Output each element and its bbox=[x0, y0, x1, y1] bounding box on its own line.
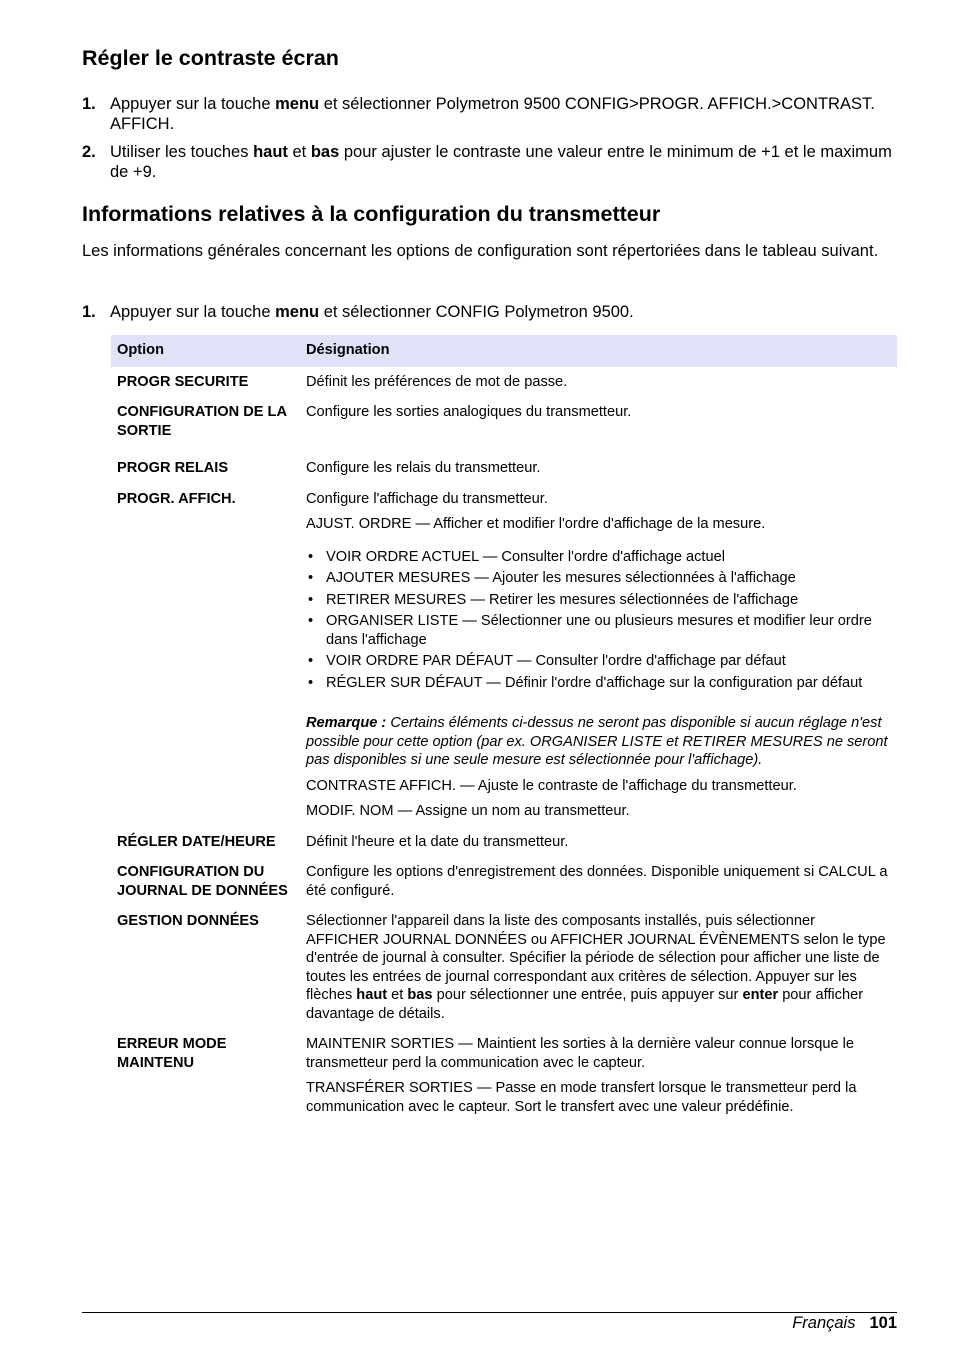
step-text: et sélectionner Polymetron 9500 CONFIG>PROGR. AFFICH.>CONTRAST. AFFICH. bbox=[110, 95, 875, 133]
footer-language: Français bbox=[792, 1314, 856, 1332]
note bbox=[306, 714, 891, 770]
table-row bbox=[111, 827, 897, 858]
description-cell: Définit l'heure et la date du transmetteur. bbox=[306, 833, 569, 850]
step-number: 2. bbox=[82, 143, 96, 161]
list-item: • VOIR ORDRE PAR DÉFAUT — Consulter l'ordre d'affichage par défaut bbox=[306, 652, 891, 671]
description-text: AJUST. ORDRE — Afficher et modifier l'ordre d'affichage de la mesure. bbox=[306, 516, 766, 532]
description-cell: Sélectionner l'appareil dans la liste des composants installés, puis sélectionner AFFICHER JOURNAL DONNÉES ou AFFICHER JOURNAL ÉVÈNEMENTS selon le type d'entrée de journal à consulter. Spécifier la période de sélection pour afficher une liste de toutes les entrées de journal correspondant aux critères de sélection. Appuyer sur les flèches haut et bas pour sélectionner une entrée, puis appuyer sur enter pour afficher davantage de détails. bbox=[306, 913, 886, 1022]
description-cell bbox=[300, 484, 897, 827]
config-step-1 bbox=[82, 302, 897, 322]
table-row bbox=[111, 857, 897, 906]
step-number: 1. bbox=[82, 303, 96, 321]
table-row bbox=[111, 484, 897, 827]
column-header-option: Option bbox=[111, 335, 300, 367]
table-row bbox=[111, 906, 897, 1029]
description-text: TRANSFÉRER SORTIES — Passe en mode transfert lorsque le transmetteur perd la communication avec le capteur. Sort le transfert avec une valeur prédéfinie. bbox=[306, 1080, 857, 1115]
option-cell: CONFIGURATION DU JOURNAL DE DONNÉES bbox=[117, 864, 288, 899]
list-item: • RETIRER MESURES — Retirer les mesures sélectionnées de l'affichage bbox=[306, 591, 891, 610]
bullet-list bbox=[306, 548, 891, 693]
step-text: Appuyer sur la touche bbox=[110, 303, 276, 321]
step-text: Appuyer sur la touche bbox=[110, 95, 276, 113]
key-menu: menu bbox=[275, 303, 320, 321]
contrast-step-1 bbox=[82, 94, 897, 134]
contrast-step-2 bbox=[82, 142, 897, 182]
description-text: CONTRASTE AFFICH. — Ajuste le contraste de l'affichage du transmetteur. bbox=[306, 777, 797, 794]
footer-rule bbox=[82, 1312, 897, 1313]
option-cell: RÉGLER DATE/HEURE bbox=[117, 833, 276, 850]
section-heading-configuration: Informations relatives à la configuration du transmetteur bbox=[82, 202, 661, 226]
option-cell: CONFIGURATION DE LA SORTIE bbox=[117, 404, 287, 439]
table-row bbox=[111, 397, 897, 446]
option-cell: PROGR RELAIS bbox=[117, 460, 229, 476]
page-footer bbox=[792, 1313, 897, 1333]
option-cell: ERREUR MODE MAINTENU bbox=[117, 1036, 227, 1071]
table-row bbox=[111, 367, 897, 398]
list-item: • RÉGLER SUR DÉFAUT — Définir l'ordre d'affichage sur la configuration par défaut bbox=[306, 674, 891, 693]
step-text: et sélectionner CONFIG Polymetron 9500. bbox=[319, 303, 634, 321]
step-text: et bbox=[287, 143, 311, 161]
description-cell: Configure les options d'enregistrement des données. Disponible uniquement si CALCUL a été configuré. bbox=[306, 864, 888, 899]
table-row bbox=[111, 446, 897, 484]
note-text: Certains éléments ci-dessus ne seront pas disponible si aucun réglage n'est possible pour cette option (par ex. ORGANISER LISTE et RETIRER MESURES ne seront pas disponibles si une seule mesure est sélectionnée pour l'affichage). bbox=[306, 715, 888, 768]
description-cell bbox=[300, 1029, 897, 1122]
description-cell: Définit les préférences de mot de passe. bbox=[306, 373, 568, 390]
key-bas: bas bbox=[310, 143, 340, 161]
description-text: MODIF. NOM — Assigne un nom au transmetteur. bbox=[306, 803, 630, 819]
step-number: 1. bbox=[82, 95, 96, 113]
table-header-row bbox=[111, 335, 897, 367]
option-cell: GESTION DONNÉES bbox=[117, 913, 259, 929]
section-heading-contrast: Régler le contraste écran bbox=[82, 46, 339, 70]
option-cell: PROGR SECURITE bbox=[117, 373, 249, 390]
step-text: pour ajuster le contraste une valeur entre le minimum de +1 et le maximum de +9. bbox=[110, 143, 892, 181]
description-cell: Configure les sorties analogiques du transmetteur. bbox=[306, 404, 632, 420]
key-menu: menu bbox=[275, 95, 320, 113]
description-cell: Configure les relais du transmetteur. bbox=[306, 460, 541, 476]
column-header-designation: Désignation bbox=[300, 335, 897, 367]
options-table bbox=[111, 335, 897, 1122]
page-number: 101 bbox=[869, 1314, 897, 1332]
step-text: Utiliser les touches bbox=[110, 143, 254, 161]
description-text: MAINTENIR SORTIES — Maintient les sorties à la dernière valeur connue lorsque le transmetteur perd la communication avec le capteur. bbox=[306, 1036, 855, 1071]
table-row bbox=[111, 1029, 897, 1122]
list-item: • VOIR ORDRE ACTUEL — Consulter l'ordre d'affichage actuel bbox=[306, 548, 891, 567]
note-label: Remarque : bbox=[306, 715, 387, 731]
option-cell: PROGR. AFFICH. bbox=[117, 490, 236, 507]
list-item: • ORGANISER LISTE — Sélectionner une ou plusieurs mesures et modifier leur ordre dans l'affichage bbox=[306, 612, 891, 649]
description-text: Configure l'affichage du transmetteur. bbox=[306, 490, 548, 507]
list-item: • AJOUTER MESURES — Ajouter les mesures sélectionnées à l'affichage bbox=[306, 569, 891, 588]
intro-paragraph: Les informations générales concernant les options de configuration sont répertoriées dans le tableau suivant. bbox=[82, 242, 879, 260]
key-haut: haut bbox=[253, 143, 288, 161]
